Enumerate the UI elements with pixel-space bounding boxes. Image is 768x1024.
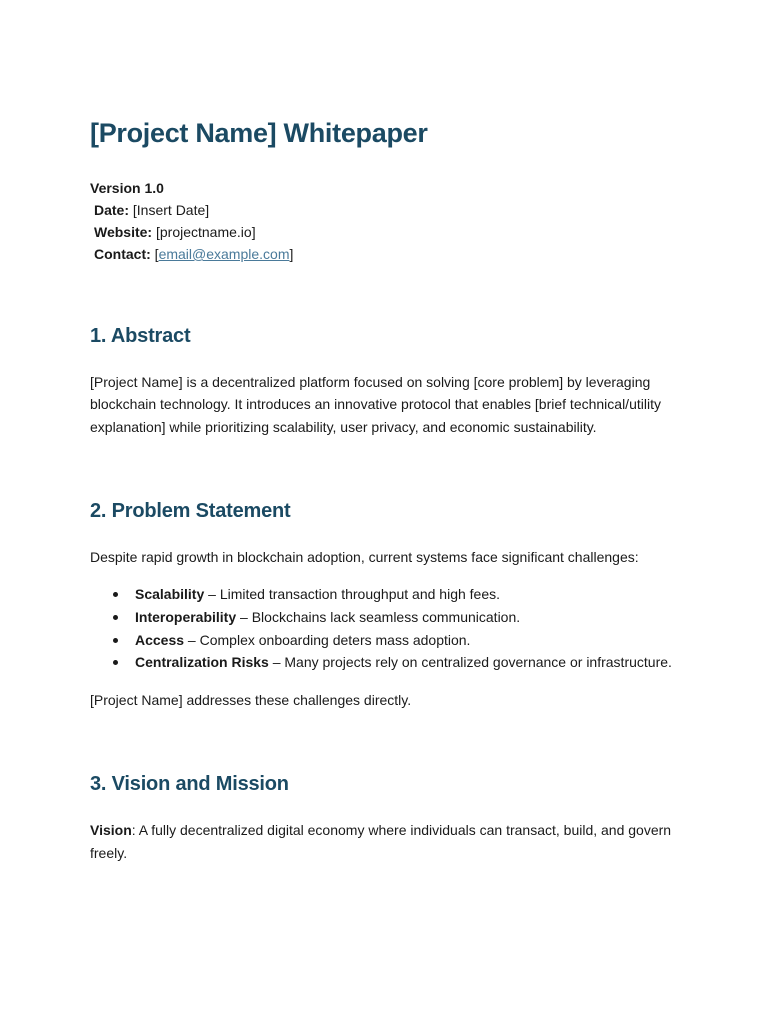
list-item-term: Access xyxy=(135,631,185,648)
contact-line xyxy=(90,243,690,265)
contact-suffix: ] xyxy=(289,246,294,262)
list-item xyxy=(135,629,690,652)
date-value: [Insert Date] xyxy=(129,202,210,218)
problem-list xyxy=(90,583,690,674)
vision-term: Vision xyxy=(90,822,132,839)
problem-heading: 2. Problem Statement xyxy=(90,499,291,522)
contact-label: Contact: xyxy=(94,246,151,262)
list-item xyxy=(135,606,690,629)
list-item-term: Centralization Risks xyxy=(135,654,269,671)
list-item-text: – Many projects rely on centralized governance or infrastructure. xyxy=(268,654,672,671)
bullet-icon xyxy=(113,592,118,597)
contact-email-link[interactable]: email@example.com xyxy=(158,246,290,262)
vision-paragraph xyxy=(90,819,690,864)
date-line xyxy=(90,199,690,221)
website-label: Website: xyxy=(94,224,153,240)
list-item xyxy=(135,651,690,674)
vision-heading: 3. Vision and Mission xyxy=(90,773,289,796)
bullet-icon xyxy=(113,615,118,620)
list-item-term: Interoperability xyxy=(135,608,237,625)
list-item-text: – Blockchains lack seamless communication. xyxy=(236,608,521,625)
website-line xyxy=(90,221,690,243)
document-meta xyxy=(90,177,690,265)
bullet-icon xyxy=(113,638,118,643)
vision-text: : A fully decentralized digital economy where individuals can transact, build, and govern freely. xyxy=(90,822,672,861)
list-item-text: – Complex onboarding deters mass adoption. xyxy=(184,631,471,648)
date-label: Date: xyxy=(94,202,130,218)
problem-closing: [Project Name] addresses these challenges directly. xyxy=(90,692,412,708)
contact-prefix: [ xyxy=(150,246,159,262)
abstract-body: [Project Name] is a decentralized platform focused on solving [core problem] by leveraging blockchain technology. It introduces an innovative protocol that enables [brief technical/utility explanation] while prioritizing scalability, user privacy, and economic sustainability. xyxy=(90,374,661,435)
list-item xyxy=(135,583,690,606)
website-value: [projectname.io] xyxy=(152,224,256,240)
problem-intro: Despite rapid growth in blockchain adoption, current systems face significant challenges: xyxy=(90,548,639,565)
list-item-term: Scalability xyxy=(135,586,205,603)
list-item-text: – Limited transaction throughput and high fees. xyxy=(204,586,501,603)
version-line xyxy=(90,177,690,199)
abstract-heading: 1. Abstract xyxy=(90,325,191,347)
version-label: Version 1.0 xyxy=(90,180,164,196)
document-content xyxy=(90,114,690,864)
bullet-icon xyxy=(113,660,118,665)
document-title: [Project Name] Whitepaper xyxy=(90,118,428,148)
